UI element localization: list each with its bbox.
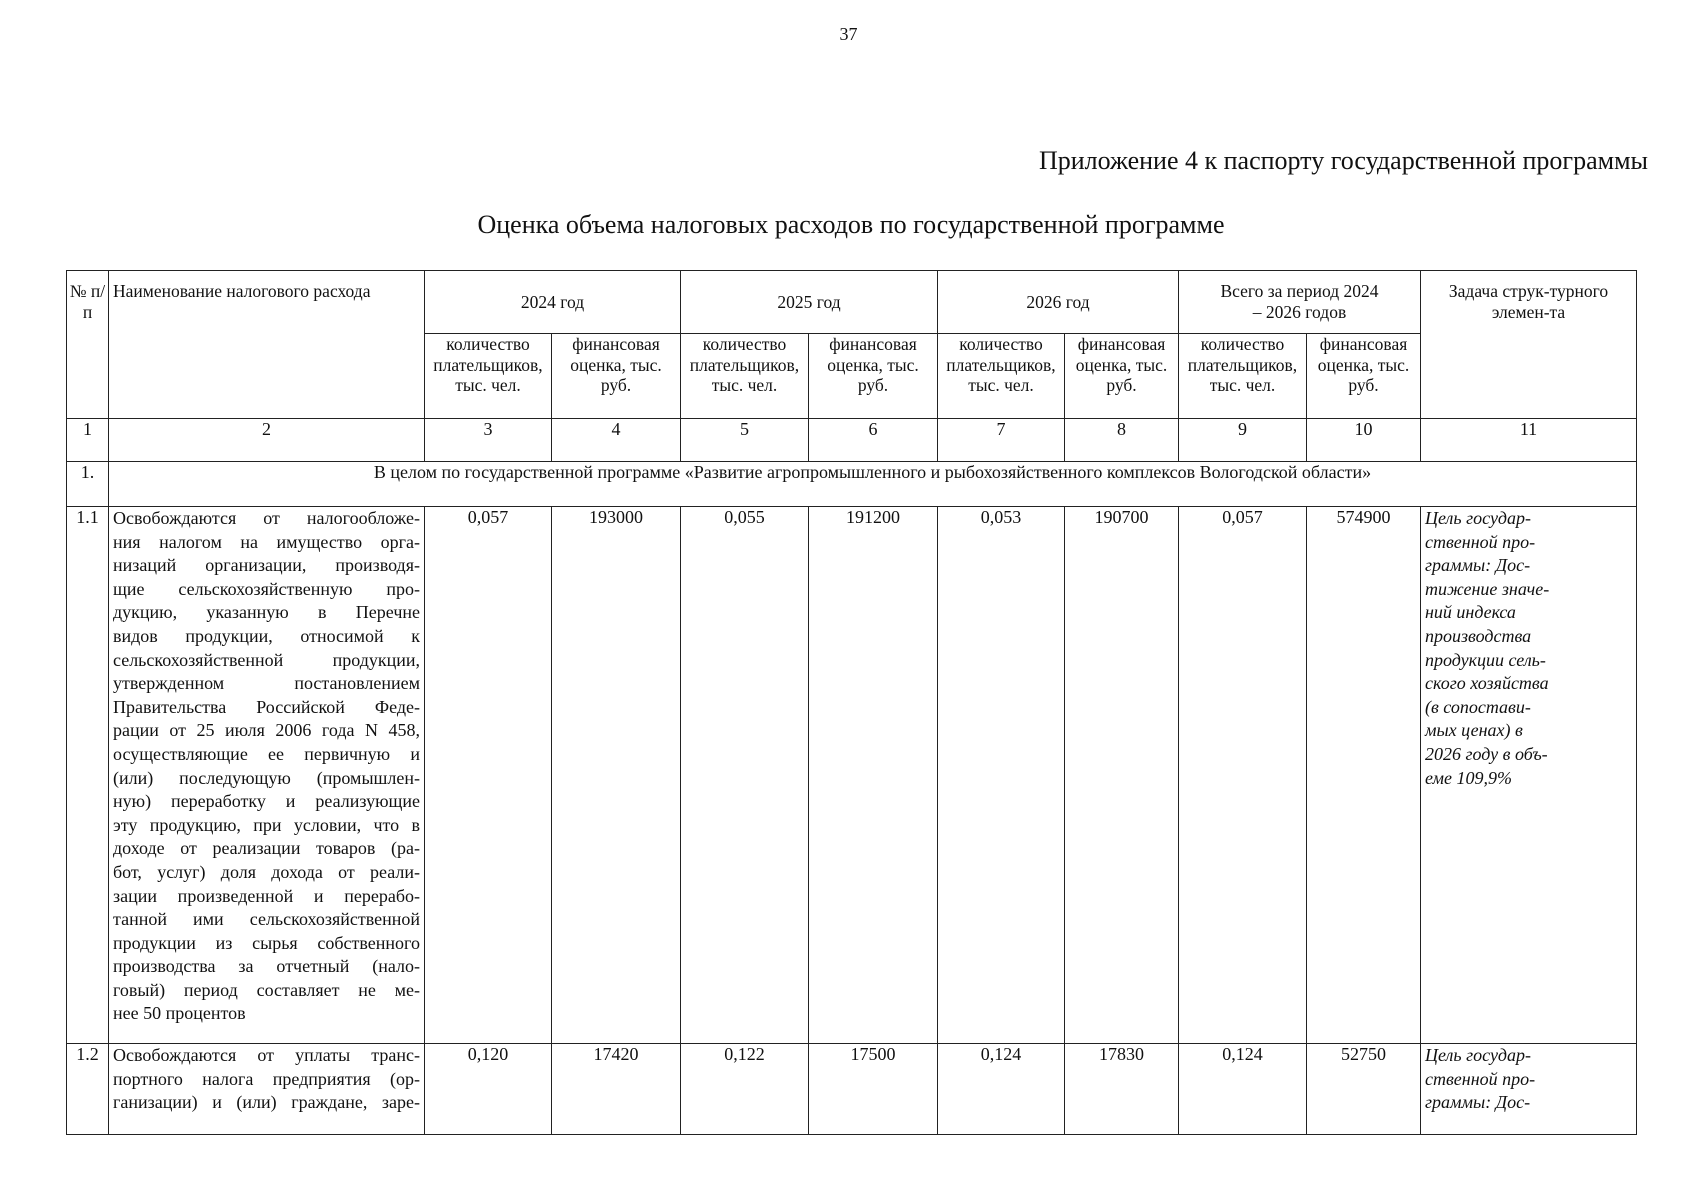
name-line: эту продукцию, при условии, что в: [113, 814, 420, 835]
goal-line: граммы: Дос-: [1425, 1092, 1531, 1113]
goal-line: (в сопостави-: [1425, 696, 1531, 717]
section-title: В целом по государственной программе «Развитие агропромышленного и рыбохозяйственного комплексов Вологодской области»: [109, 462, 1637, 507]
name-line: ную) переработку и реализующие: [113, 791, 420, 812]
column-numbers-row: [67, 419, 1637, 462]
name-line: Правительства Российской Феде-: [113, 696, 420, 717]
name-line: доходе от реализации товаров (ра-: [113, 838, 420, 859]
row-name: [109, 507, 425, 1044]
value-count-2024: 0,057: [425, 507, 552, 1044]
header-task: Задача струк-турного элемен-та: [1421, 271, 1637, 419]
subheader-count-2024: количество плательщиков, тыс. чел.: [425, 334, 552, 419]
section-num: 1.: [67, 462, 109, 507]
appendix-title: Приложение 4 к паспорту государственной программы: [1038, 146, 1648, 175]
page-number: 37: [839, 24, 858, 44]
name-line: рации от 25 июля 2006 года N 458,: [113, 720, 420, 741]
goal-line: производства: [1425, 625, 1532, 646]
header-total: Всего за период 2024 – 2026 годов: [1179, 271, 1421, 334]
name-line: бот, услуг) доля дохода от реали-: [113, 861, 420, 882]
goal-line: еме 109,9%: [1425, 767, 1513, 788]
value-count-2026: 0,124: [938, 1044, 1065, 1135]
value-finance-total: 574900: [1307, 507, 1421, 1044]
goal-line: Цель государ-: [1425, 508, 1532, 528]
value-finance-2026: 190700: [1065, 507, 1179, 1044]
goal-line: граммы: Дос-: [1425, 555, 1531, 576]
col-number: 11: [1421, 419, 1637, 462]
col-number: 7: [938, 419, 1065, 462]
name-line: производства за отчетный (нало-: [113, 956, 420, 977]
name-line: нее 50 процентов: [113, 1003, 246, 1024]
col-number: 2: [109, 419, 425, 462]
document-title: Оценка объема налоговых расходов по государственной программе: [477, 210, 1225, 239]
table-row: [67, 507, 1637, 1044]
subheader-finance-total: финансовая оценка, тыс. руб.: [1307, 334, 1421, 419]
value-finance-2024: 17420: [552, 1044, 681, 1135]
subheader-finance-2026: финансовая оценка, тыс. руб.: [1065, 334, 1179, 419]
goal-line: мых ценах) в: [1425, 720, 1523, 741]
name-line: Освобождаются от уплаты транс-: [113, 1045, 420, 1065]
name-line: портного налога предприятия (ор-: [113, 1068, 420, 1089]
col-number: 3: [425, 419, 552, 462]
goal-line: ственной про-: [1425, 1068, 1536, 1089]
name-line: видов продукции, относимой к: [113, 625, 420, 646]
subheader-count-2025: количество плательщиков, тыс. чел.: [681, 334, 809, 419]
name-line: (или) последующую (промышлен-: [113, 767, 420, 788]
value-finance-2026: 17830: [1065, 1044, 1179, 1135]
value-count-total: 0,057: [1179, 507, 1307, 1044]
header-name: Наименование налогового расхода: [109, 271, 425, 419]
header-row: [67, 271, 1637, 334]
row-num: 1.2: [67, 1044, 109, 1135]
subheader-finance-2024: финансовая оценка, тыс. руб.: [552, 334, 681, 419]
goal-line: ского хозяйства: [1425, 673, 1549, 694]
goal-line: 2026 году в объ-: [1425, 743, 1548, 764]
value-finance-2025: 17500: [809, 1044, 938, 1135]
name-line: зации произведенной и перерабо-: [113, 885, 420, 906]
row-goal: [1421, 507, 1637, 1044]
value-count-2025: 0,122: [681, 1044, 809, 1135]
subheader-count-total: количество плательщиков, тыс. чел.: [1179, 334, 1307, 419]
header-year-2024: 2024 год: [425, 271, 681, 334]
value-count-2025: 0,055: [681, 507, 809, 1044]
header-year-2025: 2025 год: [681, 271, 938, 334]
value-count-total: 0,124: [1179, 1044, 1307, 1135]
name-line: говый) период составляет не ме-: [113, 979, 420, 1000]
name-line: продукции из сырья собственного: [113, 932, 420, 953]
value-finance-total: 52750: [1307, 1044, 1421, 1135]
goal-line: Цель государ-: [1425, 1045, 1532, 1065]
name-line: сельскохозяйственной продукции,: [113, 649, 420, 670]
col-number: 8: [1065, 419, 1179, 462]
name-line: дукцию, указанную в Перечне: [113, 602, 420, 623]
row-goal: [1421, 1044, 1637, 1135]
subheader-count-2026: количество плательщиков, тыс. чел.: [938, 334, 1065, 419]
name-line: осуществляющие ее первичную и: [113, 743, 420, 764]
col-number: 1: [67, 419, 109, 462]
table-row: [67, 1044, 1637, 1135]
tax-expenditure-table: [66, 270, 1637, 1135]
col-number: 10: [1307, 419, 1421, 462]
row-name: [109, 1044, 425, 1135]
name-line: утвержденном постановлением: [113, 673, 420, 694]
value-finance-2025: 191200: [809, 507, 938, 1044]
name-line: низаций организации, производя-: [113, 555, 420, 576]
header-num: № п/п: [67, 271, 109, 419]
name-line: щие сельскохозяйственную про-: [113, 578, 420, 599]
col-number: 5: [681, 419, 809, 462]
name-line: ганизации) и (или) граждане, заре-: [113, 1092, 420, 1113]
value-count-2024: 0,120: [425, 1044, 552, 1135]
goal-line: продукции сель-: [1425, 649, 1546, 670]
section-row: [67, 462, 1637, 507]
col-number: 4: [552, 419, 681, 462]
name-line: Освобождаются от налогообложе-: [113, 508, 420, 528]
subheader-finance-2025: финансовая оценка, тыс. руб.: [809, 334, 938, 419]
value-finance-2024: 193000: [552, 507, 681, 1044]
name-line: танной ими сельскохозяйственной: [113, 909, 420, 930]
value-count-2026: 0,053: [938, 507, 1065, 1044]
header-year-2026: 2026 год: [938, 271, 1179, 334]
col-number: 9: [1179, 419, 1307, 462]
name-line: ния налогом на имущество орга-: [113, 531, 420, 552]
row-num: 1.1: [67, 507, 109, 1044]
goal-line: тижение значе-: [1425, 578, 1550, 599]
col-number: 6: [809, 419, 938, 462]
goal-line: ственной про-: [1425, 531, 1536, 552]
goal-line: ний индекса: [1425, 602, 1516, 623]
